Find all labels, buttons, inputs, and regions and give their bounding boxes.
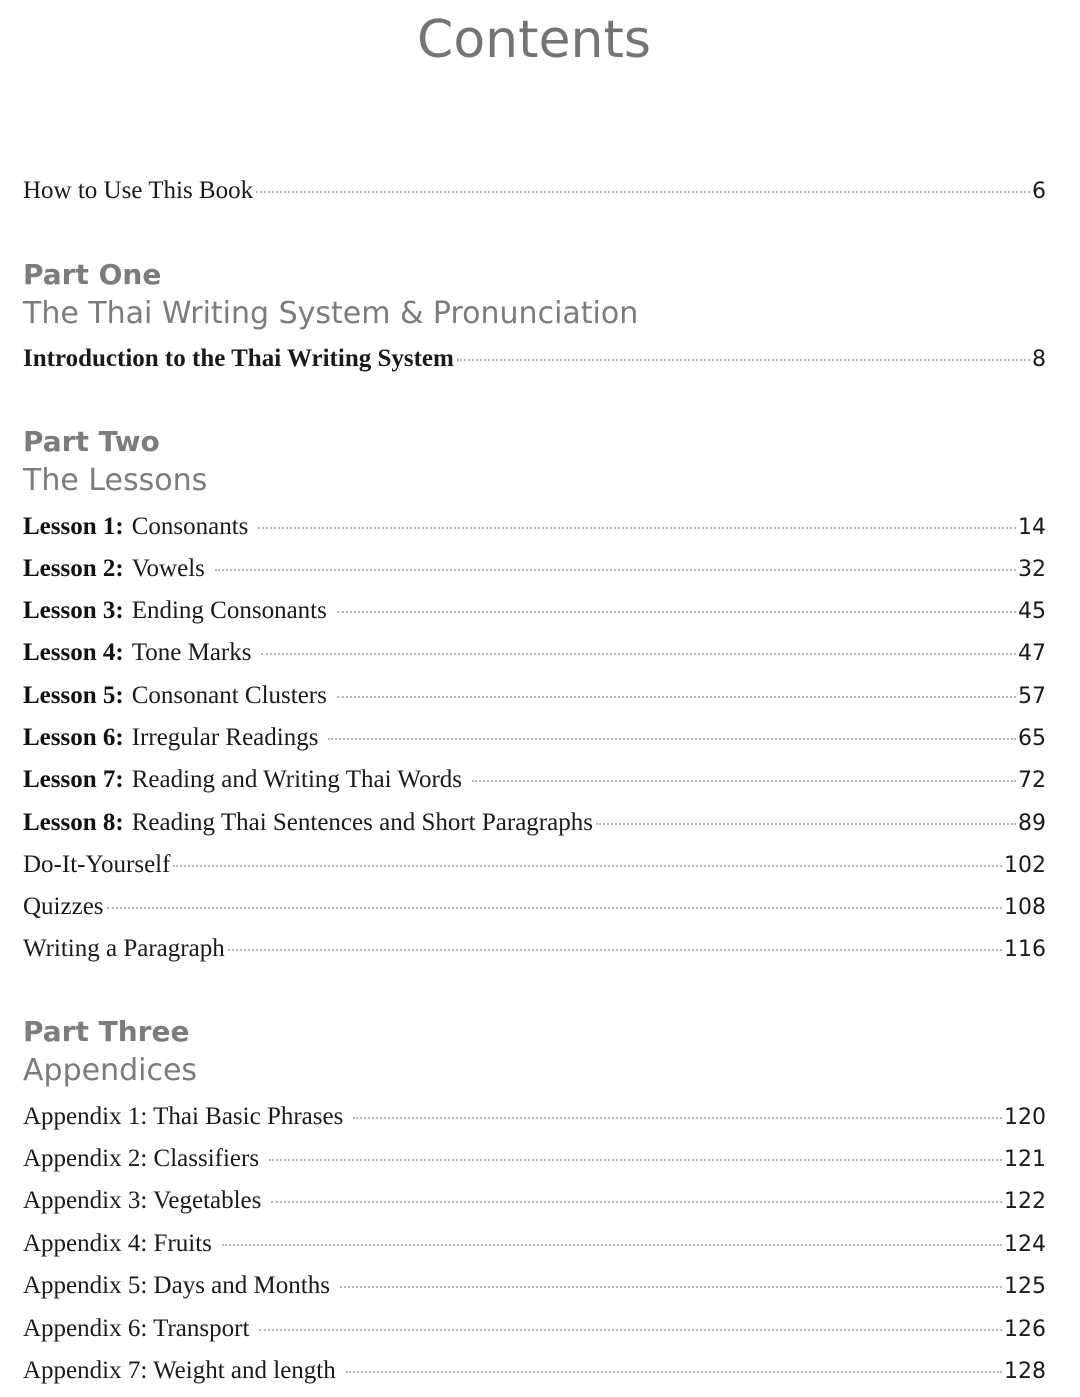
lesson-title: Irregular Readings: [131, 724, 319, 751]
dot-leader: [258, 526, 1016, 529]
toc-entry-introduction[interactable]: [23, 342, 1046, 376]
entry-label: Quizzes: [23, 893, 104, 920]
dot-leader: [228, 948, 1002, 951]
entry-label: Appendix 5: Days and Months: [23, 1272, 330, 1299]
entry-label: Appendix 3: Vegetables: [23, 1187, 262, 1214]
entry-label: Writing a Paragraph: [23, 935, 225, 962]
dot-leader: [353, 1116, 1002, 1119]
lesson-prefix: Lesson 6:: [23, 724, 124, 751]
part-one-subtitle: The Thai Writing System & Pronunciation: [23, 296, 639, 331]
entry-label: Introduction to the Thai Writing System: [23, 345, 454, 372]
toc-entry-appendix-5[interactable]: [23, 1269, 1046, 1303]
lesson-title: Reading and Writing Thai Words: [131, 766, 462, 793]
dot-leader: [215, 568, 1016, 571]
toc-entry-lesson-8[interactable]: [23, 806, 1046, 840]
entry-label: Appendix 1: Thai Basic Phrases: [23, 1103, 344, 1130]
page-number: 128: [1004, 1359, 1046, 1384]
part-two-heading: Part Two: [23, 425, 160, 458]
entry-label: How to Use This Book: [23, 177, 254, 204]
page-number: 124: [1004, 1232, 1046, 1257]
page-number: 116: [1004, 937, 1046, 962]
lesson-title: Tone Marks: [131, 639, 252, 666]
toc-entry-writing-paragraph[interactable]: [23, 932, 1046, 966]
dot-leader: [337, 695, 1016, 698]
page-number: 32: [1018, 557, 1046, 582]
toc-entry-lesson-2[interactable]: [23, 552, 1046, 586]
page-number: 57: [1018, 684, 1046, 709]
lesson-prefix: Lesson 4:: [23, 639, 124, 666]
toc-entry-appendix-7[interactable]: [23, 1354, 1046, 1388]
part-three-subtitle: Appendices: [23, 1053, 198, 1088]
page-title: Contents: [417, 10, 651, 70]
toc-entry-appendix-2[interactable]: [23, 1142, 1046, 1176]
entry-label: Appendix 4: Fruits: [23, 1230, 212, 1257]
toc-entry-lesson-4[interactable]: [23, 636, 1046, 670]
toc-entry-do-it-yourself[interactable]: [23, 848, 1046, 882]
page-number: 72: [1018, 768, 1046, 793]
toc-entry-appendix-4[interactable]: [23, 1227, 1046, 1261]
dot-leader: [596, 822, 1016, 825]
lesson-title: Consonants: [131, 513, 249, 540]
page-number: 65: [1018, 726, 1046, 751]
entry-label: Appendix 7: Weight and length: [23, 1357, 336, 1384]
entry-label: Appendix 6: Transport: [23, 1315, 250, 1342]
toc-entry-appendix-3[interactable]: [23, 1184, 1046, 1218]
lesson-prefix: Lesson 8:: [23, 809, 124, 836]
page-number: 120: [1004, 1105, 1046, 1130]
toc-entry-appendix-6[interactable]: [23, 1312, 1046, 1346]
toc-entry-lesson-3[interactable]: [23, 594, 1046, 628]
lesson-title: Consonant Clusters: [131, 682, 327, 709]
dot-leader: [271, 1200, 1002, 1203]
toc-entry-appendix-1[interactable]: [23, 1100, 1046, 1134]
dot-leader: [222, 1243, 1002, 1246]
dot-leader: [340, 1285, 1002, 1288]
page-number: 14: [1018, 515, 1046, 540]
page-number: 47: [1018, 641, 1046, 666]
toc-entry-lesson-7[interactable]: [23, 763, 1046, 797]
lesson-title: Reading Thai Sentences and Short Paragraphs: [131, 809, 593, 836]
toc-entry-how-to-use[interactable]: [23, 174, 1046, 208]
page-number: 121: [1004, 1147, 1046, 1172]
part-one-heading: Part One: [23, 258, 162, 291]
dot-leader: [457, 358, 1030, 361]
dot-leader: [269, 1158, 1002, 1161]
toc-entry-quizzes[interactable]: [23, 890, 1046, 924]
lesson-prefix: Lesson 1:: [23, 513, 124, 540]
page-number: 45: [1018, 599, 1046, 624]
page-number: 89: [1018, 811, 1046, 836]
toc-entry-lesson-5[interactable]: [23, 679, 1046, 713]
lesson-title: Ending Consonants: [131, 597, 327, 624]
dot-leader: [173, 864, 1002, 867]
dot-leader: [328, 737, 1016, 740]
page-number: 102: [1004, 853, 1046, 878]
toc-entry-lesson-1[interactable]: [23, 510, 1046, 544]
page-number: 125: [1004, 1274, 1046, 1299]
dot-leader: [256, 190, 1030, 193]
dot-leader: [107, 906, 1002, 909]
lesson-prefix: Lesson 5:: [23, 682, 124, 709]
page-number: 122: [1004, 1189, 1046, 1214]
lesson-prefix: Lesson 2:: [23, 555, 124, 582]
page-number: 8: [1032, 347, 1046, 372]
dot-leader: [472, 779, 1016, 782]
page-number: 6: [1032, 179, 1046, 204]
page-number: 108: [1004, 895, 1046, 920]
dot-leader: [259, 1328, 1002, 1331]
part-three-heading: Part Three: [23, 1015, 190, 1048]
lesson-prefix: Lesson 7:: [23, 766, 124, 793]
dot-leader: [337, 610, 1016, 613]
part-two-subtitle: The Lessons: [23, 463, 208, 498]
lesson-prefix: Lesson 3:: [23, 597, 124, 624]
entry-label: Do-It-Yourself: [23, 851, 171, 878]
dot-leader: [261, 652, 1016, 655]
dot-leader: [346, 1370, 1002, 1373]
entry-label: Appendix 2: Classifiers: [23, 1145, 260, 1172]
page-number: 126: [1004, 1317, 1046, 1342]
toc-entry-lesson-6[interactable]: [23, 721, 1046, 755]
lesson-title: Vowels: [131, 555, 205, 582]
